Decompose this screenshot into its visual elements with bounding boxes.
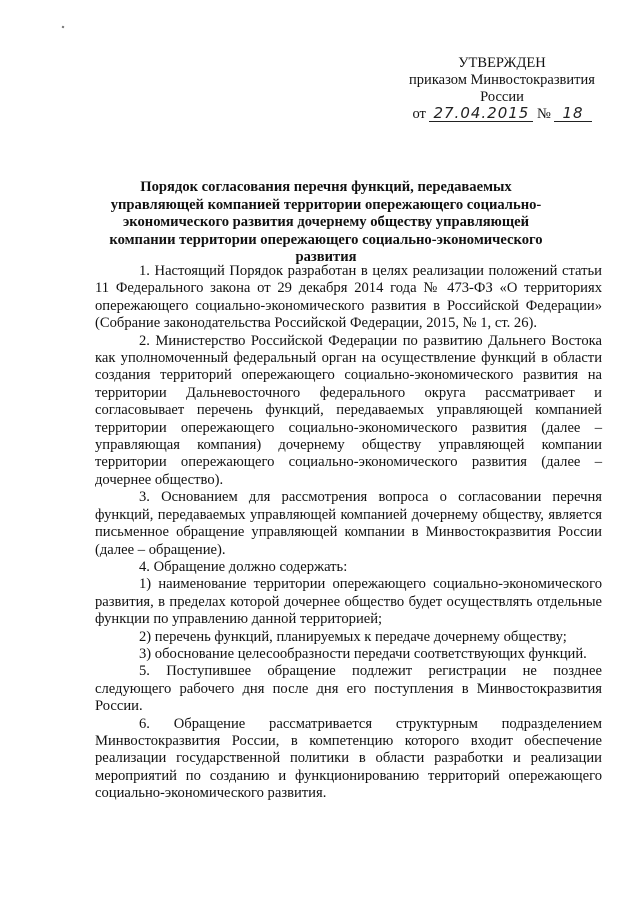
handwritten-date: 27.04.2015 (429, 106, 533, 122)
paragraph-2: 2. Министерство Российской Федерации по развитию Дальнего Востока как уполномоченный федеральный орган на осуществление функций в области создания территорий опережающего социально-экономического развития на территории Дальневосточного федерального округа рассматривает и согласовывает перечень функций, передаваемых управляющей компанией территории опережающего социально-экономического развития (далее – управляющая компания) дочернему обществу управляющей компании территории опережающего социально-экономического развития (далее – дочернее общество). (95, 332, 602, 488)
approval-heading: УТВЕРЖДЕН (458, 55, 546, 71)
scan-speck (62, 26, 65, 29)
paragraph-4-item-3: 3) обоснование целесообразности передачи соответствующих функций. (139, 645, 587, 662)
approval-order-line: приказом Минвостокразвития (409, 72, 595, 88)
handwritten-number: 18 (554, 106, 591, 122)
paragraph-5: 5. Поступившее обращение подлежит регистрации не позднее следующего рабочего дня после дня его поступления в Минвостокразвития России. (95, 663, 602, 715)
paragraph-4-item-1: 1) наименование территории опережающего социально-экономического развития, в пределах которой дочернее общество будет осуществлять отдельные функции по управлению данной территорией; (95, 576, 602, 628)
paragraph-4: 4. Обращение должно содержать: (139, 558, 348, 575)
paragraph-4-item-2: 2) перечень функций, планируемых к передаче дочернему обществу; (139, 628, 567, 645)
date-prefix: от (412, 106, 426, 122)
approval-org-line: России (480, 89, 524, 105)
paragraph-3: 3. Основанием для рассмотрения вопроса о согласовании перечня функций, передаваемых управляющей компанией дочернему обществу, является письменное обращение управляющей компании в Минвостокразвития России (далее – обращение). (95, 489, 602, 558)
paragraph-6: 6. Обращение рассматривается структурным подразделением Минвостокразвития России, в компетенцию которого входит обеспечение реализации государственной политики в области разработки и реализации мероприятий по созданию и функционированию территорий опережающего социально-экономического развития. (95, 715, 602, 802)
document-title: Порядок согласования перечня функций, передаваемых управляющей компанией территории опережающего социально-экономического развития дочернему обществу управляющей компании территории опережающего социально-экономического развития (109, 179, 543, 265)
document-body (95, 263, 602, 803)
paragraph-1: 1. Настоящий Порядок разработан в целях реализации положений статьи 11 Федерального закона от 29 декабря 2014 года № 473-ФЗ «О территориях опережающего социально-экономического развития в Российской Федерации» (Собрание законодательства Российской Федерации, 2015, № 1, ст. 26). (95, 263, 602, 332)
approval-stamp-block (402, 55, 602, 123)
approval-date-row (402, 106, 602, 123)
number-prefix: № (536, 106, 551, 122)
